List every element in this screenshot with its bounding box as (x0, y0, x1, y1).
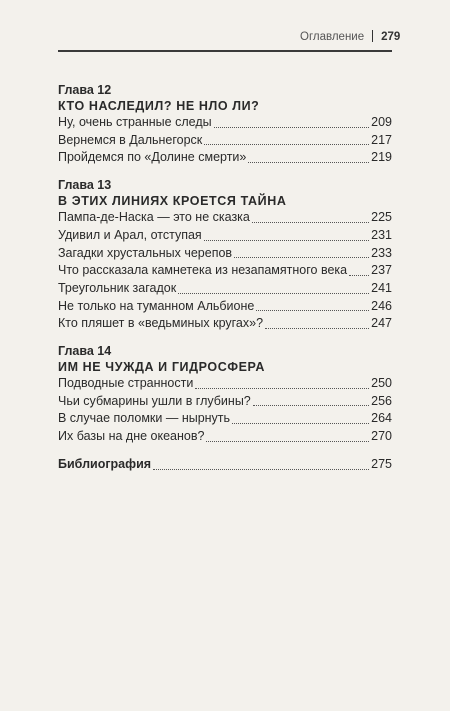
page-number: 279 (381, 31, 401, 43)
entry-text: Ну, очень странные следы (58, 115, 212, 129)
entry-page: 219 (371, 150, 392, 165)
chapter-label: Глава 14 (58, 344, 112, 359)
entry-page: 217 (371, 132, 392, 147)
entry-page: 225 (371, 210, 392, 225)
entry-text: Их базы на дне океанов? (58, 429, 205, 444)
dot-leader (349, 275, 369, 276)
entry-text: Кто пляшет в «ведьминых кругах»? (58, 316, 264, 331)
toc-entry[interactable] (58, 280, 392, 298)
entry-page: 250 (371, 376, 392, 391)
entry-text: Удивил и Арал, отступая (58, 227, 202, 242)
dot-leader (214, 127, 370, 128)
dot-leader (256, 310, 369, 311)
entry-page: 270 (371, 429, 392, 444)
entry-page: 237 (371, 263, 392, 278)
entry-text: Пампа-де-Наска — это не сказка (58, 210, 250, 225)
dot-leader (195, 388, 369, 389)
entry-page: 247 (371, 316, 392, 331)
toc-entry[interactable] (58, 209, 392, 227)
entry-text: В случае поломки — нырнуть (58, 411, 231, 426)
entry-page: 246 (371, 298, 392, 313)
entry-text: Вернемся в Дальнегорск (58, 132, 203, 147)
toc-entry[interactable] (58, 375, 392, 393)
header-rule (58, 50, 392, 52)
toc-entry[interactable] (58, 428, 392, 446)
entry-page: 209 (371, 115, 392, 129)
chapter-12 (58, 82, 392, 167)
dot-leader (204, 144, 369, 145)
chapter-title: КТО НАСЛЕДИЛ? НЕ НЛО ЛИ? (58, 99, 260, 113)
dot-leader (206, 441, 369, 442)
toc-entry[interactable] (58, 410, 392, 428)
toc-entry[interactable] (58, 149, 392, 167)
chapter-title: В ЭТИХ ЛИНИЯХ КРОЕТСЯ ТАЙНА (58, 194, 287, 209)
chapter-label: Глава 12 (58, 83, 112, 97)
entry-page: 241 (371, 280, 392, 295)
entry-page: 231 (371, 227, 392, 242)
header-separator (372, 30, 373, 42)
entry-text: Что рассказала камнетека из незапамятного века (58, 263, 348, 278)
toc-entry[interactable] (58, 262, 392, 280)
chapter-label: Глава 13 (58, 178, 112, 193)
entry-text: Пройдемся по «Долине смерти» (58, 150, 247, 165)
table-of-contents (58, 82, 392, 474)
entry-text: Подводные странности (58, 376, 194, 391)
toc-entry-bibliography[interactable] (58, 456, 392, 474)
toc-entry[interactable] (58, 132, 392, 150)
dot-leader (204, 240, 369, 241)
entry-text: Чьи субмарины ушли в глубины? (58, 393, 251, 408)
chapter-title: ИМ НЕ ЧУЖДА И ГИДРОСФЕРА (58, 360, 265, 375)
entry-text: Библиография (58, 456, 152, 471)
dot-leader (248, 162, 369, 163)
toc-entry[interactable] (58, 315, 392, 333)
running-header-section: Оглавление (300, 31, 365, 43)
entry-text: Загадки хрустальных черепов (58, 245, 233, 260)
entry-text: Не только на туманном Альбионе (58, 298, 255, 313)
toc-entry[interactable] (58, 114, 392, 132)
toc-entry[interactable] (58, 298, 392, 316)
dot-leader (252, 222, 369, 223)
entry-page: 256 (371, 393, 392, 408)
dot-leader (265, 328, 369, 329)
chapter-14 (58, 343, 392, 446)
toc-entry[interactable] (58, 393, 392, 411)
entry-page: 264 (371, 411, 392, 426)
dot-leader (232, 423, 369, 424)
dot-leader (178, 293, 369, 294)
dot-leader (253, 405, 369, 406)
dot-leader (234, 257, 369, 258)
chapter-13 (58, 177, 392, 333)
toc-entry[interactable] (58, 227, 392, 245)
toc-entry[interactable] (58, 245, 392, 263)
entry-page: 233 (371, 245, 392, 260)
entry-page: 275 (371, 456, 392, 471)
entry-text: Треугольник загадок (58, 280, 177, 295)
running-header (300, 30, 401, 43)
dot-leader (153, 469, 369, 470)
